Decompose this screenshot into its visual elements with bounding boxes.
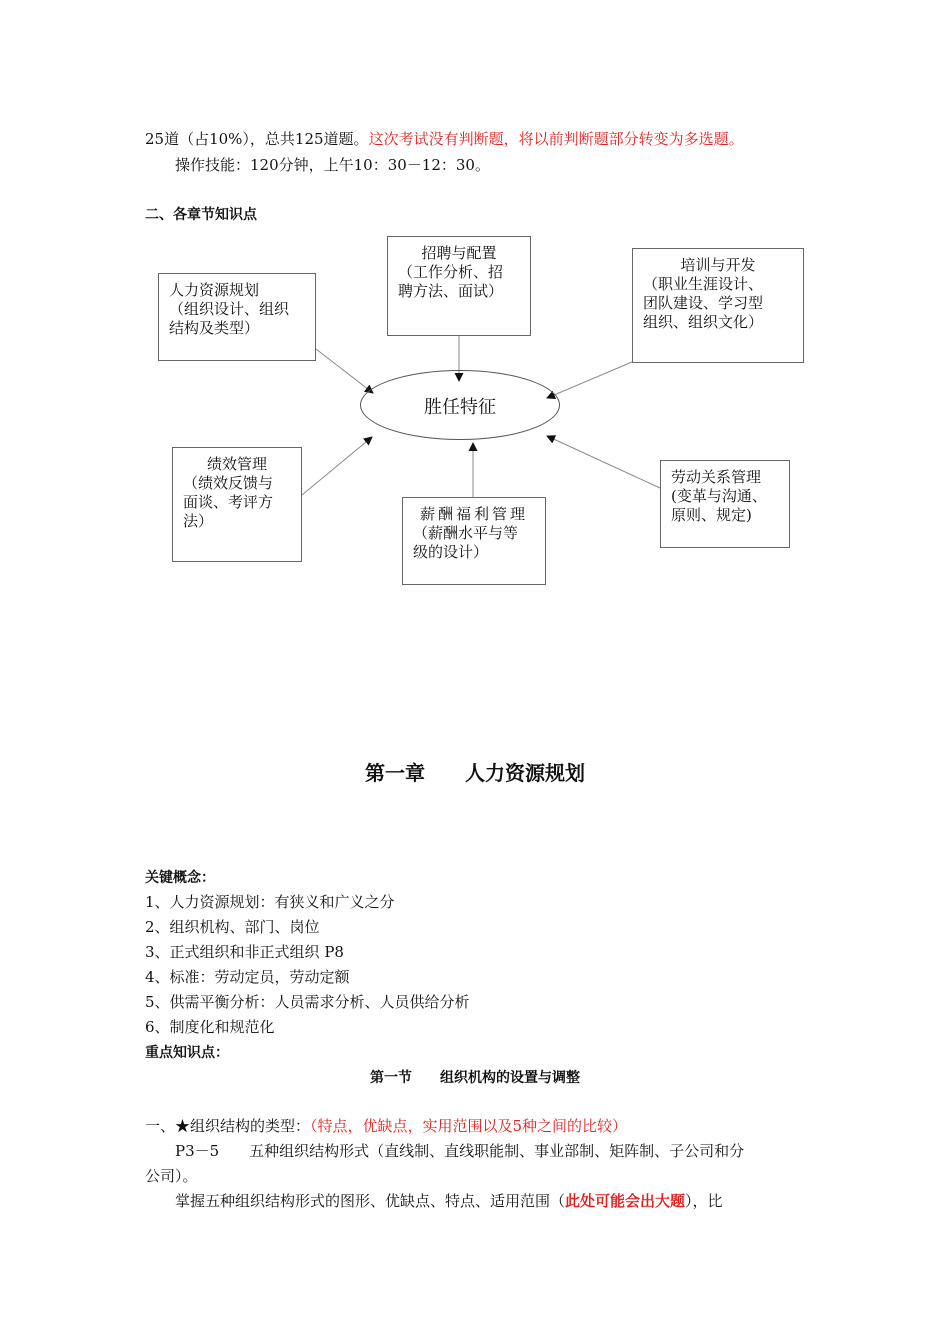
box-compensation — [402, 497, 546, 585]
box-performance-line: 法） — [183, 512, 214, 530]
chapter-title: 第一章 人力资源规划 — [365, 761, 585, 785]
key-points-heading: 重点知识点： — [145, 1045, 229, 1061]
org-line-3: 公司）。 — [145, 1167, 198, 1185]
box-performance-line: 面谈、考评方 — [183, 493, 274, 511]
box-performance — [172, 447, 302, 562]
box-recruitment — [387, 236, 531, 336]
concept-item: 2、组织机构、部门、岗位 — [145, 918, 320, 936]
intro-line-2: 操作技能：120分钟，上午10：30－12：30。 — [175, 156, 490, 174]
box-performance-line: （绩效反馈与 — [183, 474, 274, 492]
concept-item: 3、正式组织和非正式组织 P8 — [145, 943, 344, 961]
box-recruitment-title: 招聘与配置 — [421, 244, 497, 262]
section-1-title: 第一节 组织机构的设置与调整 — [370, 1070, 580, 1086]
box-labor-relations-line: (变革与沟通、 — [671, 487, 767, 505]
box-training-line: 组织、组织文化） — [643, 313, 764, 331]
box-training-title: 培训与开发 — [680, 256, 756, 274]
intro-line-1-text: 25道（占10%），总共125道题。 — [145, 130, 369, 148]
box-hr-planning-line: 结构及类型） — [169, 319, 260, 337]
box-hr-planning — [158, 273, 316, 361]
box-recruitment-line: （工作分析、招 — [398, 263, 504, 281]
box-labor-relations-title: 劳动关系管理 — [671, 468, 762, 486]
box-training-line: （职业生涯设计、 — [643, 275, 764, 293]
box-training — [632, 248, 804, 363]
box-hr-planning-line: （组织设计、组织 — [169, 300, 290, 318]
concept-item: 1、人力资源规划：有狭义和广义之分 — [145, 893, 395, 911]
org-line-2: P3－5 五种组织结构形式（直线制、直线职能制、事业部制、矩阵制、子公司和分 — [175, 1142, 745, 1160]
box-recruitment-line: 聘方法、面试） — [398, 282, 504, 300]
concept-item: 5、供需平衡分析：人员需求分析、人员供给分析 — [145, 993, 470, 1011]
box-labor-relations — [660, 460, 790, 548]
box-performance-title: 绩效管理 — [206, 455, 267, 473]
competency-label: 胜任特征 — [424, 397, 496, 418]
intro-line-1-highlight: 这次考试没有判断题，将以前判断题部分转变为多选题。 — [368, 130, 744, 148]
arrow-planning — [316, 349, 373, 393]
org-line-1-text: 一、★组织结构的类型： — [145, 1117, 311, 1135]
section-heading: 二、各章节知识点 — [145, 207, 257, 223]
box-compensation-line: （薪酬水平与等 — [413, 524, 519, 542]
arrow-labor — [547, 436, 660, 488]
arrow-performance — [302, 437, 372, 495]
box-hr-planning-title: 人力资源规划 — [169, 281, 260, 299]
box-compensation-line: 级的设计） — [413, 543, 489, 561]
concept-item: 4、标准：劳动定员，劳动定额 — [145, 968, 350, 986]
box-training-line: 团队建设、学习型 — [643, 294, 764, 312]
org-line-4-tail: ），比 — [685, 1192, 723, 1210]
concept-item: 6、制度化和规范化 — [145, 1018, 275, 1036]
box-compensation-title: 薪酬福利管理 — [419, 505, 528, 523]
org-line-4-text: 掌握五种组织结构形式的图形、优缺点、特点、适用范围（ — [175, 1192, 566, 1210]
box-labor-relations-line: 原则、规定) — [671, 506, 752, 524]
key-concepts-heading: 关键概念： — [145, 870, 215, 886]
org-line-4 — [175, 1190, 723, 1211]
org-line-4-highlight: 此处可能会出大题 — [565, 1192, 686, 1210]
org-line-1 — [145, 1115, 627, 1136]
org-line-1-highlight: （特点，优缺点，实用范围以及5种之间的比较） — [310, 1117, 628, 1135]
